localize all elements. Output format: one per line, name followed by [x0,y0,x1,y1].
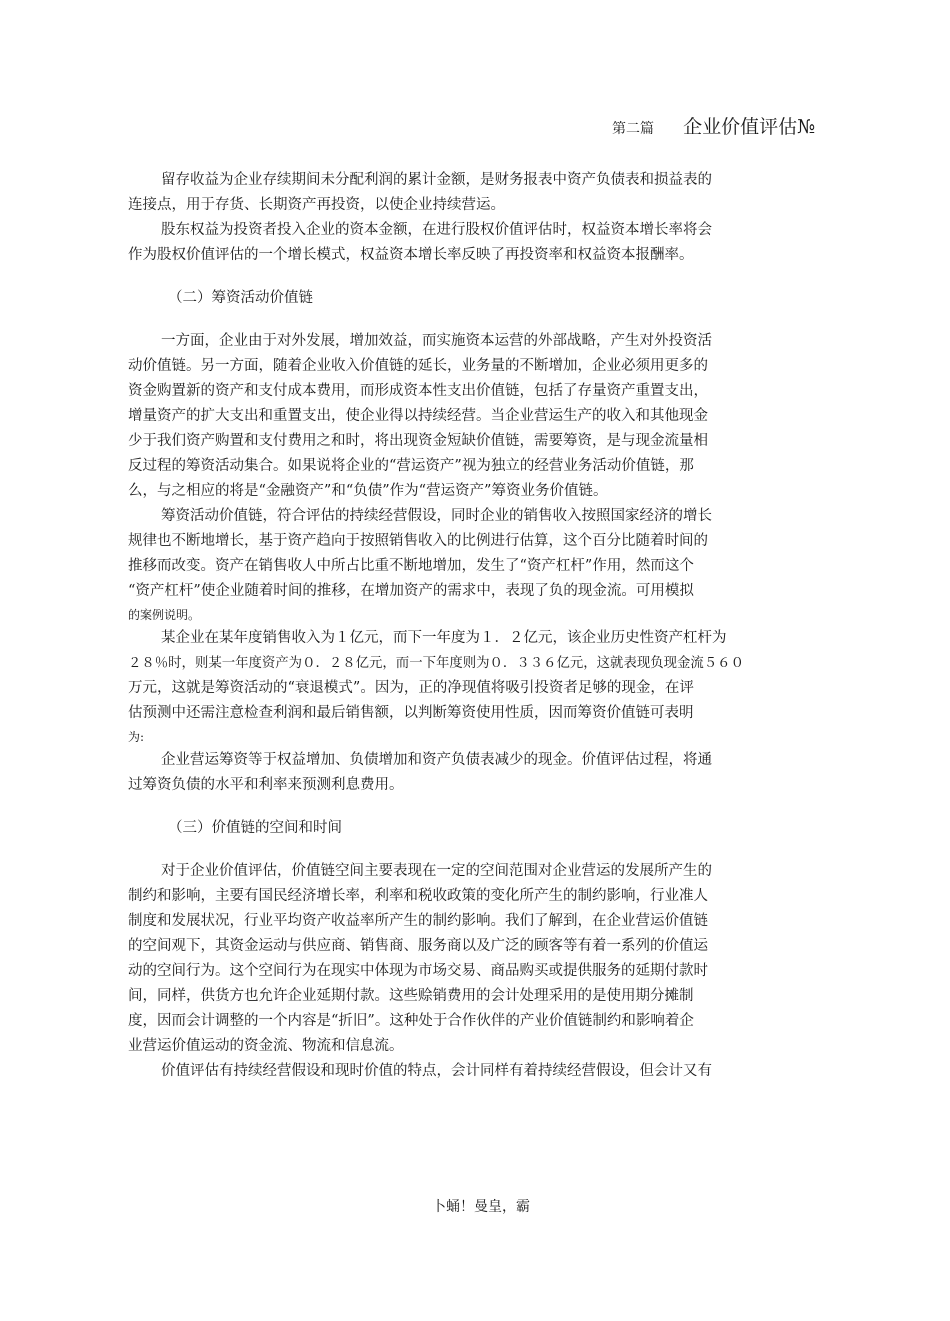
text-line: 规律也不断地增长，基于资产趋向于按照销售收入的比例进行估算，这个百分比随着时间的 [128,533,708,549]
text-line: 为: [128,730,145,744]
paragraph-retained-earnings [128,168,828,218]
text-line: 推移而改变。资产在销售收人中所占比重不断地增加，发生了“资产杠杆”作用，然而这个 [128,558,694,574]
text-line: 资金购置新的资产和支付成本费用，而形成资本性支出价值链，包括了存量资产重置支出， [128,383,708,399]
text-line: 连接点，用于存货、长期资产再投资，以使企业持续营运。 [128,197,505,213]
text-line: 留存收益为企业存续期间未分配利润的累计金额，是财务报表中资产负债表和损益表的 [161,172,712,188]
text-line: 制约和影响，主要有国民经济增长率，利率和税收政策的变化所产生的制约影响，行业准人 [128,888,708,904]
text-line: 企业营运筹资等于权益增加、负债增加和资产负债表减少的现金。价值评估过程，将通 [161,752,712,768]
text-line: 度，因而会计调整的一个内容是“折旧”。这种处于合作伙伴的产业价值链制约和影响着企 [128,1013,694,1029]
text-line: 价值评估有持续经营假设和现时价值的特点，会计同样有着持续经营假设，但会计又有 [161,1063,712,1079]
text-line: 作为股权价值评估的一个增长模式，权益资本增长率反映了再投资率和权益资本报酬率。 [128,247,694,263]
text-line: 少于我们资产购置和支付费用之和时，将出现资金短缺价值链，需要筹资，是与现金流量相 [128,433,708,449]
text-line: 估预测中还需注意检查利润和最后销售额，以判断筹资使用性质，因而筹资价值链可表明 [128,705,694,721]
text-line: 股东权益为投资者投入企业的资本金额，在进行股权价值评估时，权益资本增长率将会 [161,222,712,238]
text-line: 业营运价值运动的资金流、物流和信息流。 [128,1038,404,1054]
paragraph-going-concern [128,1059,828,1084]
text-line: 么，与之相应的将是“金融资产”和“负债”作为“营运资产”筹资业务价值链。 [128,483,608,499]
text-line: 制度和发展状况，行业平均资产收益率所产生的制约影响。我们了解到，在企业营运价值链 [128,913,708,929]
text-line: 的案例说明。 [128,608,201,622]
section-heading-space-time: （三）价值链的空间和时间 [168,820,342,836]
text-line: 间，同样，供货方也允许企业延期付款。这些赊销费用的会计处理采用的是使用期分摊制 [128,988,694,1004]
paragraph-shareholder-equity [128,218,828,268]
text-line: 反过程的筹资活动集合。如果说将企业的“营运资产”视为独立的经营业务活动价值链，那 [128,458,694,474]
text-line: 某企业在某年度销售收入为１亿元，而下一年度为１．２亿元，该企业历史性资产杠杆为 [161,630,727,646]
text-line: “资产杠杆”使企业随着时间的推移，在增加资产的需求中，表现了负的现金流。可用模拟 [128,583,694,599]
page-footer: 卜蛹！曼皇，霸 [432,1199,530,1215]
section-heading-financing: （二）筹资活动价值链 [168,290,313,306]
text-line: 过筹资负债的水平和利率来预测利息费用。 [128,777,404,793]
text-line: 对于企业价值评估，价值链空间主要表现在一定的空间范围对企业营运的发展所产生的 [161,863,712,879]
text-line: 增量资产的扩大支出和重置支出，使企业得以持续经营。当企业营运生产的收入和其他现金 [128,408,708,424]
page-header [612,112,815,139]
text-line: 一方面，企业由于对外发展，增加效益，而实施资本运营的外部战略，产生对外投资活 [161,333,712,349]
text-line: 万元，这就是筹资活动的“衰退模式”。因为，正的净现值将吸引投资者足够的现金，在评 [128,680,694,696]
paragraph-value-chain-space [128,859,828,1059]
text-line: 的空间观下，其资金运动与供应商、销售商、服务商以及广泛的顾客等有着一系列的价值运 [128,938,708,954]
paragraph-example-case [128,626,828,748]
header-title: 企业价值评估№ [683,116,816,138]
paragraph-financing-intro [128,329,828,504]
text-line: ２８％时，则某一年度资产为０．２８亿元，而一下年度则为０．３３６亿元，这就表现负现金流５６０ [128,656,744,671]
text-line: 动价值链。另一方面，随着企业收入价值链的延长，业务量的不断增加，企业必须用更多的 [128,358,708,374]
header-part-label: 第二篇 [612,121,654,137]
paragraph-operating-financing [128,748,828,798]
paragraph-asset-leverage [128,504,828,626]
text-line: 动的空间行为。这个空间行为在现实中体现为市场交易、商品购买或提供服务的延期付款时 [128,963,708,979]
document-body [128,168,828,1084]
text-line: 筹资活动价值链，符合评估的持续经营假设，同时企业的销售收入按照国家经济的增长 [161,508,712,524]
